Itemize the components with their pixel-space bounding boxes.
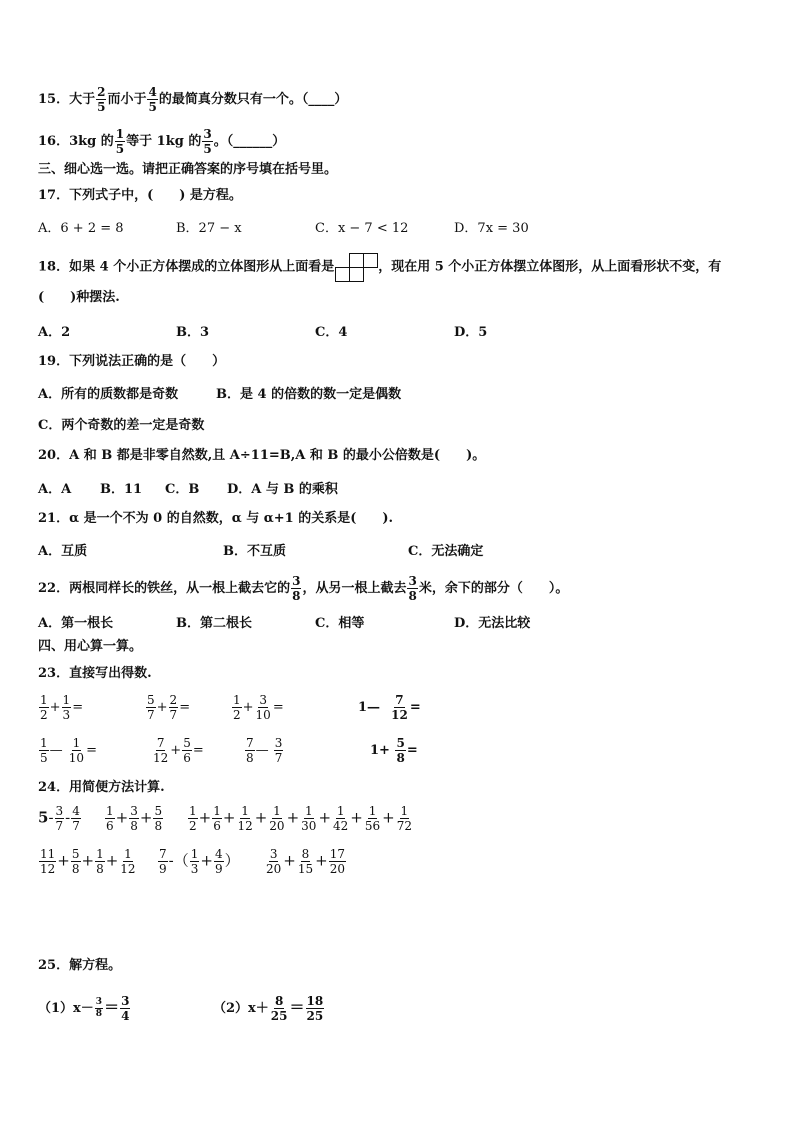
question-21: 21．α 是一个不为 0 的自然数，α 与 α+1 的关系是( ). [38, 511, 394, 526]
q16-text-2: 等于 1kg 的 [126, 134, 202, 149]
q23-expr-1: $\frac{1}{2}$ + $\frac{1}{3}$ = [40, 693, 84, 722]
q17-option-b: B．27 − x [176, 221, 242, 236]
q24-expr-3: $\frac{1}{2}$ + $\frac{1}{6}$ + $\frac{1}{12}$ + $\frac{1}{20}$ + $\frac{1}{30}$ + $\frac{1}{42}$ + $\frac{1}{56}$ + $\frac{1}{72}$ [189, 804, 413, 833]
question-16 [38, 128, 285, 155]
q22-text-1: 22．两根同样长的铁丝，从一根上截去它的 [38, 581, 291, 596]
q15-text-3: 的最简真分数只有一个。（____） [158, 92, 348, 107]
question-20: 20．A 和 B 都是非零自然数,且 A÷11=B,A 和 B 的最小公倍数是( )。 [38, 448, 486, 463]
q19-option-a: A．所有的质数都是奇数 [38, 387, 179, 402]
q17-option-d: D．7x = 30 [454, 221, 529, 236]
q24-expr-2: $\frac{1}{6}$ + $\frac{3}{8}$ + $\frac{5}{8}$ [106, 804, 163, 833]
q25-equation-2: （2）x＋ $\frac{8}{25}$ ＝ $\frac{18}{25}$ [213, 994, 324, 1023]
q21-option-a: A．互质 [38, 544, 88, 559]
q18-text-2: ，现在用 5 个小正方体摆立体图形，从上面看形状不变，有 [378, 259, 722, 275]
q23-expr-3: $\frac{1}{2}$ + $\frac{3}{10}$ = [233, 693, 284, 722]
q18-option-c: C．4 [315, 325, 348, 340]
q22-option-c: C．相等 [315, 616, 365, 631]
fraction-four-fifths: $\frac{4}{5}$ [148, 85, 157, 114]
section-4-heading: 四、用心算一算。 [38, 639, 143, 654]
q16-text-1: 3kg 的 [69, 134, 114, 149]
fraction-three-eighths: $\frac{3}{8}$ [292, 574, 301, 603]
question-number: 15． [38, 92, 70, 107]
q23-expr-5: $\frac{1}{5}$ — $\frac{1}{10}$ = [40, 736, 97, 765]
fraction-three-fifths: $\frac{3}{5}$ [203, 127, 212, 156]
q17-option-a: A．6 + 2 = 8 [38, 221, 124, 236]
q22-option-b: B．第二根长 [176, 616, 252, 631]
q20-option-c: C．B [165, 482, 200, 497]
q15-text-2: 而小于 [107, 92, 147, 107]
q20-option-a: A．A [38, 482, 72, 497]
q23-expr-6: $\frac{7}{12}$ + $\frac{5}{6}$ = [153, 736, 204, 765]
fraction-three-eighths-meter: $\frac{3}{8}$ [408, 574, 417, 603]
question-25: 25．解方程。 [38, 958, 122, 973]
q15-text-1: 大于 [69, 92, 96, 107]
q18-option-a: A．2 [38, 325, 71, 340]
question-19: 19．下列说法正确的是（ ） [38, 354, 226, 369]
q22-text-3: 米，余下的部分（ ）。 [418, 581, 569, 596]
q25-equation-1: （1）x－ $\frac{3}{8}$ ＝ $\frac{3}{4}$ [38, 994, 130, 1023]
q21-option-b: B．不互质 [223, 544, 286, 559]
q18-option-b: B．3 [176, 325, 210, 340]
q16-text-3: 。（______） [213, 134, 286, 149]
q21-option-c: C．无法确定 [408, 544, 484, 559]
q23-expr-4: 1— $\frac{7}{12}$ = [358, 693, 421, 722]
fraction-one-fifth: $\frac{1}{5}$ [115, 127, 125, 156]
q20-option-d: D．A 与 B 的乘积 [227, 482, 338, 497]
q22-text-2: ，从另一根上截去 [302, 581, 407, 596]
q17-option-c: C．x − 7 < 12 [315, 221, 409, 236]
q24-expr-1: 5- $\frac{3}{7}$ - $\frac{4}{7}$ [38, 804, 80, 833]
q23-expr-8: 1+ $\frac{5}{8}$ = [370, 736, 418, 765]
q18-text-3: ( )种摆法. [38, 290, 120, 305]
q24-expr-6: $\frac{3}{20}$ + $\frac{8}{15}$ + $\frac{17}{20}$ [266, 847, 345, 876]
q18-text-1: 18．如果 4 个小正方体摆成的立体图形从上面看是 [38, 259, 335, 275]
question-18 [38, 253, 721, 281]
question-23: 23．直接写出得数. [38, 666, 152, 681]
section-3-heading: 三、细心选一选。请把正确答案的序号填在括号里。 [38, 162, 338, 177]
q20-option-b: B．11 [100, 482, 143, 497]
q24-expr-5: $\frac{7}{9}$ -（ $\frac{1}{3}$ + $\frac{4}{9}$ ） [159, 847, 240, 876]
q18-option-d: D．5 [454, 325, 488, 340]
fraction-two-fifths: $\frac{2}{5}$ [97, 85, 106, 114]
q23-expr-7: $\frac{7}{8}$ — $\frac{3}{7}$ [246, 736, 283, 765]
question-number: 16． [38, 134, 70, 149]
top-view-grid-figure [335, 253, 377, 281]
q22-option-a: A．第一根长 [38, 616, 114, 631]
q22-option-d: D．无法比较 [454, 616, 531, 631]
question-22 [38, 575, 568, 602]
question-17: 17．下列式子中，( ) 是方程。 [38, 188, 242, 203]
q19-option-c: C．两个奇数的差一定是奇数 [38, 418, 205, 433]
q23-expr-2: $\frac{5}{7}$ + $\frac{2}{7}$ = [147, 693, 191, 722]
q19-option-b: B．是 4 的倍数的数一定是偶数 [216, 387, 402, 402]
q24-expr-4: $\frac{11}{12}$ + $\frac{5}{8}$ + $\frac{1}{8}$ + $\frac{1}{12}$ [40, 847, 136, 876]
question-15 [38, 86, 347, 113]
question-24: 24．用简便方法计算. [38, 780, 165, 795]
